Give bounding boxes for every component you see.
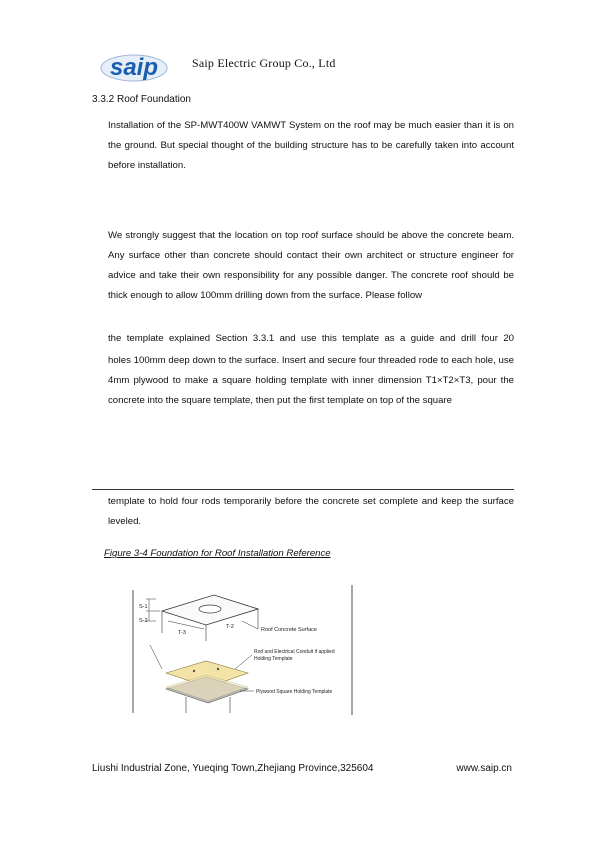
label-t3: T-3 xyxy=(178,630,186,636)
paragraph-holes: holes 100mm deep down to the surface. Insert and secure four threaded rode to each hole, use 4mm plywood to make a square holding template with inner dimension T1×T2×T3, pour the concrete into the square template, then put the first template on top of the square xyxy=(108,355,514,406)
label-s1: S-1 xyxy=(139,604,148,610)
paragraph-suggestion: We strongly suggest that the location on top roof surface should be above the concrete beam. Any surface other than concrete should contact their own architect or structure engineer for advice and take their own responsibility for any possible danger. The concrete roof should be thick enough to allow 100mm drilling down from the surface. Please follow xyxy=(108,230,514,301)
foundation-diagram xyxy=(130,585,356,720)
company-name: Saip Electric Group Co., Ltd xyxy=(192,56,336,70)
footer-address: Liushi Industrial Zone, Yueqing Town,Zhejiang Province,325604 xyxy=(92,763,374,774)
footer-website[interactable]: www.saip.cn xyxy=(456,763,512,774)
hole-shape xyxy=(199,605,221,613)
figure-caption: Figure 3-4 Foundation for Roof Installation Reference xyxy=(104,548,331,559)
saip-logo xyxy=(100,48,168,84)
paragraph-template-line: the template explained Section 3.3.1 and use this template as a guide and drill four 20 xyxy=(108,333,514,344)
logo-wordmark: saip xyxy=(109,54,159,81)
section-heading: 3.3.2 Roof Foundation xyxy=(92,94,191,105)
horizontal-rule xyxy=(92,489,514,490)
label-rod-conduit: Rod and Electrical Conduit if applied xyxy=(254,649,335,655)
paragraph-intro: Installation of the SP-MWT400W VAMWT System on the roof may be much easier than it is on the ground. But special thought of the building structure has to be carefully taken into account before installation. xyxy=(108,120,514,171)
label-s2: S-2 xyxy=(139,618,148,624)
paragraph-hold-rods: template to hold four rods temporarily before the concrete set complete and keep the surface leveled. xyxy=(108,496,514,527)
label-holding-template: Holding Template xyxy=(254,656,293,662)
label-t2: T-2 xyxy=(226,624,234,630)
label-roof-surface: Roof Concrete Surface xyxy=(261,627,317,633)
label-plywood-template: Plywood Square Holding Template xyxy=(256,689,333,695)
